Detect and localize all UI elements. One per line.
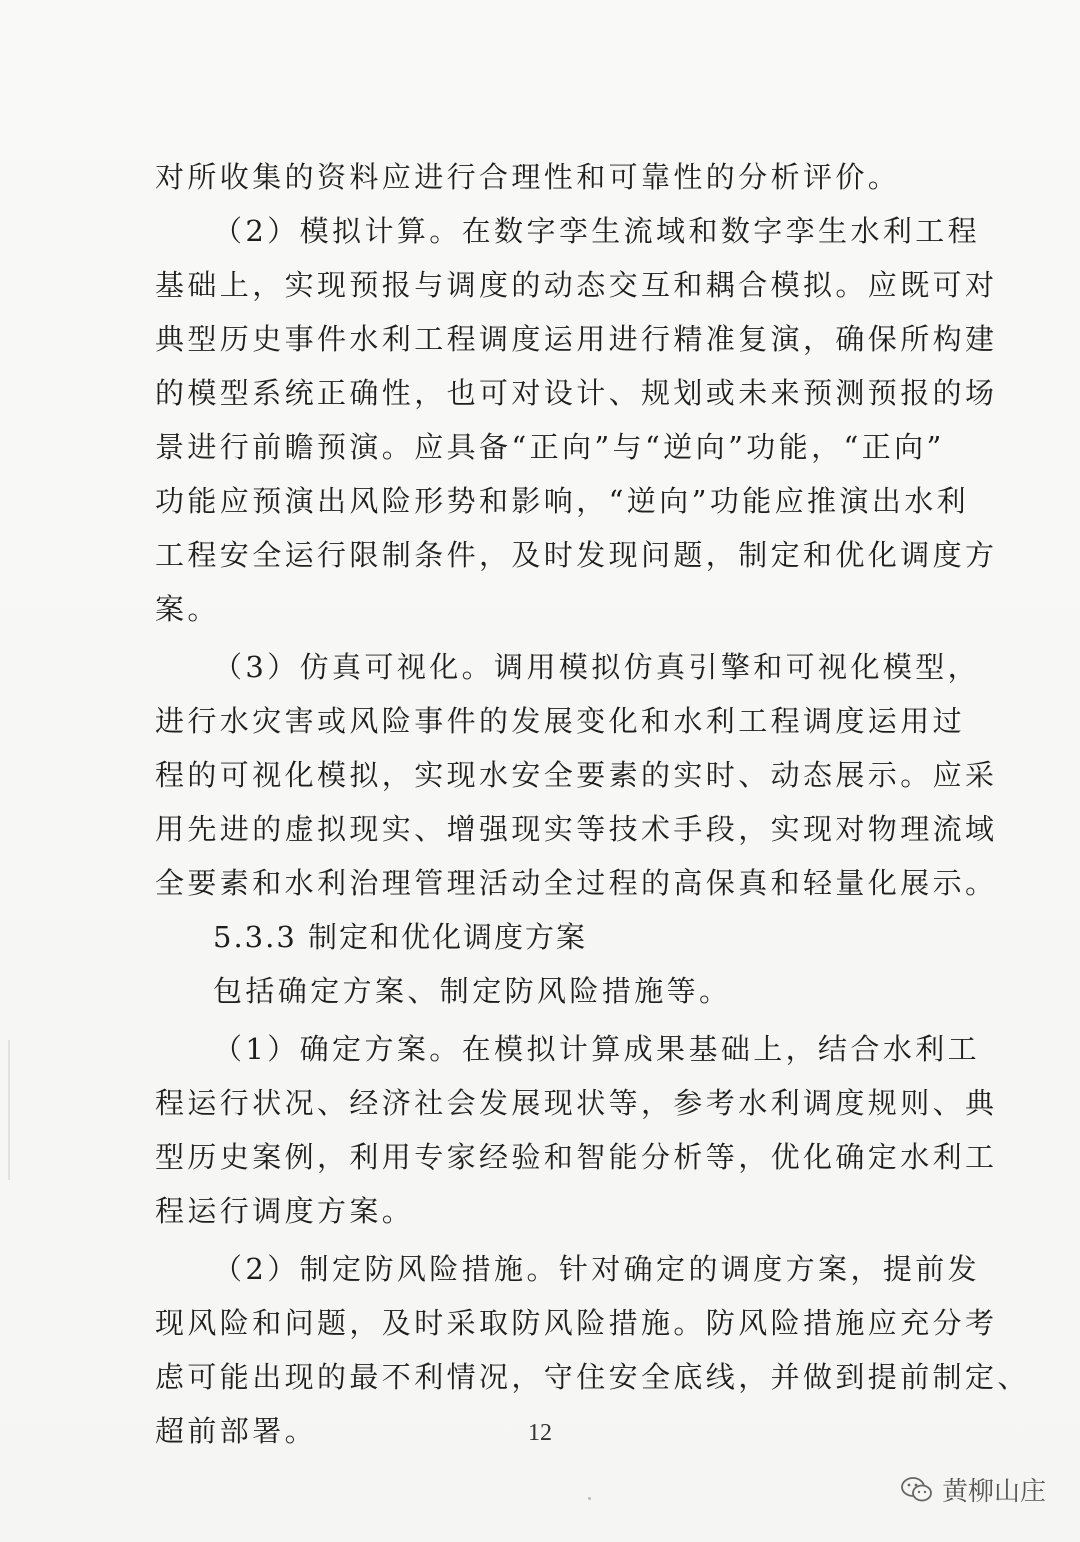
text-line: 工程安全运行限制条件，及时发现问题，制定和优化调度方 [155, 538, 998, 572]
text-line: 对所收集的资料应进行合理性和可靠性的分析评价。 [155, 160, 901, 194]
text-line: 进行水灾害或风险事件的发展变化和水利工程调度运用过 [155, 704, 966, 738]
text-line: 程运行状况、经济社会发展现状等，参考水利调度规则、典 [155, 1086, 998, 1120]
text-line: 用先进的虚拟现实、增强现实等技术手段，实现对物理流域 [155, 812, 998, 846]
text-line: （1）确定方案。在模拟计算成果基础上，结合水利工 [213, 1032, 981, 1066]
watermark-text: 黄柳山庄 [941, 1477, 1046, 1507]
text-line: 程运行调度方案。 [155, 1194, 415, 1228]
text-line: （2）制定防风险措施。针对确定的调度方案，提前发 [213, 1252, 981, 1286]
text-line: 功能应预演出风险形势和影响，“逆向”功能应推演出水利 [155, 484, 970, 518]
text-line: 超前部署。 [155, 1414, 318, 1448]
text-line: 典型历史事件水利工程调度运用进行精准复演，确保所构建 [155, 322, 998, 356]
text-line: 全要素和水利治理管理活动全过程的高保真和轻量化展示。 [155, 866, 998, 900]
text-line: 程的可视化模拟，实现水安全要素的实时、动态展示。应采 [155, 758, 998, 792]
page-number: 12 [528, 1420, 552, 1446]
text-line: 现风险和问题，及时采取防风险措施。防风险措施应充分考 [155, 1306, 998, 1340]
document-body [155, 150, 1030, 1458]
text-line: 景进行前瞻预演。应具备“正向”与“逆向”功能，“正向” [155, 430, 945, 464]
watermark [900, 1471, 1046, 1508]
text-line: 虑可能出现的最不利情况，守住安全底线，并做到提前制定、 [155, 1360, 1030, 1394]
scan-edge-mark [8, 1040, 10, 1180]
text-line: 基础上，实现预报与调度的动态交互和耦合模拟。应既可对 [155, 268, 998, 302]
section-heading: 5.3.3 制定和优化调度方案 [213, 920, 588, 954]
text-line: 包括确定方案、制定防风险措施等。 [213, 974, 732, 1008]
wechat-icon [900, 1476, 934, 1504]
text-line: 案。 [155, 592, 220, 626]
text-line: 型历史案例，利用专家经验和智能分析等，优化确定水利工 [155, 1140, 998, 1174]
scan-speck [588, 1497, 591, 1500]
text-line: （2）模拟计算。在数字孪生流域和数字孪生水利工程 [213, 214, 981, 248]
text-line: 的模型系统正确性，也可对设计、规划或未来预测预报的场 [155, 376, 998, 410]
text-line: （3）仿真可视化。调用模拟仿真引擎和可视化模型， [213, 650, 981, 684]
